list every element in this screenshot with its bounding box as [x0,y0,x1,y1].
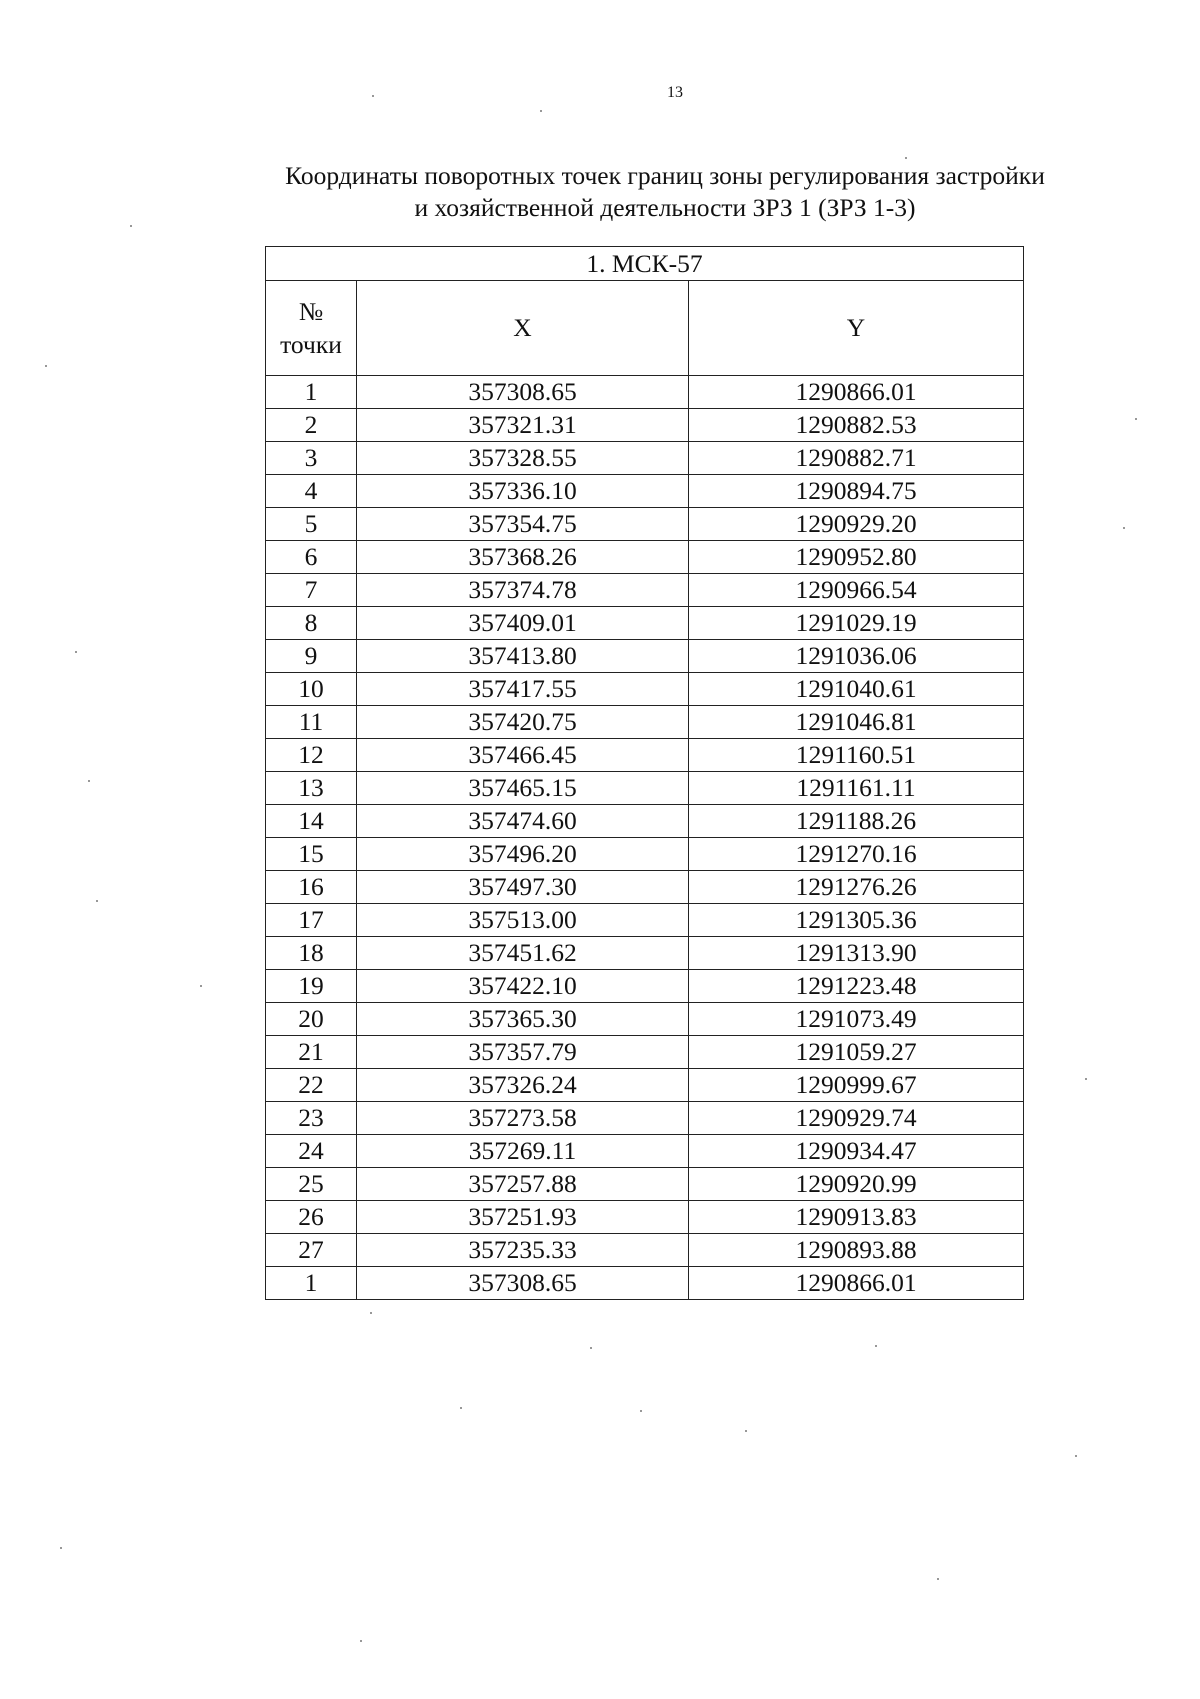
x-coordinate-cell: 357422.10 [357,970,689,1003]
y-coordinate-cell: 1290999.67 [689,1069,1024,1102]
y-coordinate-cell: 1290920.99 [689,1168,1024,1201]
table-row [266,1234,1024,1267]
point-number-cell: 10 [266,673,357,706]
table-row [266,640,1024,673]
point-number-cell: 17 [266,904,357,937]
y-coordinate-cell: 1290913.83 [689,1201,1024,1234]
title-line-1: Координаты поворотных точек границ зоны регулирования застройки [285,161,1045,190]
x-coordinate-cell: 357409.01 [357,607,689,640]
x-coordinate-cell: 357326.24 [357,1069,689,1102]
x-coordinate-cell: 357513.00 [357,904,689,937]
table-row [266,739,1024,772]
y-coordinate-cell: 1290866.01 [689,376,1024,409]
y-coordinate-cell: 1290882.71 [689,442,1024,475]
point-number-cell: 19 [266,970,357,1003]
y-coordinate-cell: 1290929.74 [689,1102,1024,1135]
x-coordinate-cell: 357451.62 [357,937,689,970]
y-coordinate-cell: 1291223.48 [689,970,1024,1003]
x-coordinate-cell: 357321.31 [357,409,689,442]
document-title [190,160,1140,224]
x-coordinate-cell: 357413.80 [357,640,689,673]
table-row [266,1267,1024,1300]
y-header: Y [689,281,1024,376]
point-number-cell: 20 [266,1003,357,1036]
x-coordinate-cell: 357235.33 [357,1234,689,1267]
y-coordinate-cell: 1291059.27 [689,1036,1024,1069]
point-number-cell: 16 [266,871,357,904]
x-coordinate-cell: 357273.58 [357,1102,689,1135]
table-row [266,1102,1024,1135]
x-coordinate-cell: 357368.26 [357,541,689,574]
point-number-cell: 15 [266,838,357,871]
table-row [266,871,1024,904]
x-coordinate-cell: 357269.11 [357,1135,689,1168]
y-coordinate-cell: 1291073.49 [689,1003,1024,1036]
table-row [266,1168,1024,1201]
point-number-cell: 1 [266,376,357,409]
point-number-cell: 5 [266,508,357,541]
x-coordinate-cell: 357420.75 [357,706,689,739]
point-number-header-line-2: точки [280,330,342,359]
point-number-cell: 26 [266,1201,357,1234]
table-row [266,574,1024,607]
point-number-cell: 2 [266,409,357,442]
table-row [266,409,1024,442]
point-number-cell: 25 [266,1168,357,1201]
table-row [266,607,1024,640]
point-number-cell: 8 [266,607,357,640]
y-coordinate-cell: 1290952.80 [689,541,1024,574]
x-coordinate-cell: 357496.20 [357,838,689,871]
x-coordinate-cell: 357308.65 [357,1267,689,1300]
point-number-cell: 21 [266,1036,357,1069]
y-coordinate-cell: 1291160.51 [689,739,1024,772]
table-row [266,1003,1024,1036]
point-number-cell: 3 [266,442,357,475]
table-row [266,475,1024,508]
point-number-cell: 23 [266,1102,357,1135]
table-row [266,442,1024,475]
y-coordinate-cell: 1290893.88 [689,1234,1024,1267]
table-row [266,838,1024,871]
x-coordinate-cell: 357465.15 [357,772,689,805]
point-number-cell: 7 [266,574,357,607]
table-row [266,1069,1024,1102]
y-coordinate-cell: 1290929.20 [689,508,1024,541]
point-number-cell: 12 [266,739,357,772]
x-coordinate-cell: 357257.88 [357,1168,689,1201]
y-coordinate-cell: 1291046.81 [689,706,1024,739]
point-number-cell: 14 [266,805,357,838]
table-row [266,772,1024,805]
x-coordinate-cell: 357308.65 [357,376,689,409]
page-number: 13 [667,84,683,101]
table-row [266,904,1024,937]
y-coordinate-cell: 1290866.01 [689,1267,1024,1300]
point-number-cell: 11 [266,706,357,739]
table-row [266,508,1024,541]
table-row [266,970,1024,1003]
point-number-cell: 6 [266,541,357,574]
table-row [266,805,1024,838]
table-row [266,673,1024,706]
coordinate-system-row [266,247,1024,281]
table-row [266,937,1024,970]
x-coordinate-cell: 357357.79 [357,1036,689,1069]
y-coordinate-cell: 1290894.75 [689,475,1024,508]
table-row [266,706,1024,739]
y-coordinate-cell: 1291040.61 [689,673,1024,706]
x-header: X [357,281,689,376]
x-coordinate-cell: 357328.55 [357,442,689,475]
y-coordinate-cell: 1290934.47 [689,1135,1024,1168]
y-coordinate-cell: 1291270.16 [689,838,1024,871]
y-coordinate-cell: 1291313.90 [689,937,1024,970]
coordinates-table [265,246,1024,1300]
coordinates-table-body [266,376,1024,1300]
y-coordinate-cell: 1291305.36 [689,904,1024,937]
x-coordinate-cell: 357354.75 [357,508,689,541]
column-header-row [266,281,1024,376]
table-row [266,541,1024,574]
x-coordinate-cell: 357374.78 [357,574,689,607]
y-coordinate-cell: 1291276.26 [689,871,1024,904]
table-row [266,1036,1024,1069]
point-number-cell: 1 [266,1267,357,1300]
point-number-cell: 24 [266,1135,357,1168]
point-number-header-line-1: № [298,297,324,326]
point-number-cell: 9 [266,640,357,673]
coordinate-system-header: 1. МСК-57 [266,247,1024,281]
point-number-cell: 4 [266,475,357,508]
x-coordinate-cell: 357497.30 [357,871,689,904]
point-number-header [266,281,357,376]
point-number-cell: 22 [266,1069,357,1102]
x-coordinate-cell: 357365.30 [357,1003,689,1036]
point-number-cell: 27 [266,1234,357,1267]
y-coordinate-cell: 1290966.54 [689,574,1024,607]
y-coordinate-cell: 1291161.11 [689,772,1024,805]
point-number-cell: 18 [266,937,357,970]
x-coordinate-cell: 357466.45 [357,739,689,772]
y-coordinate-cell: 1291188.26 [689,805,1024,838]
y-coordinate-cell: 1290882.53 [689,409,1024,442]
point-number-cell: 13 [266,772,357,805]
table-row [266,376,1024,409]
x-coordinate-cell: 357474.60 [357,805,689,838]
x-coordinate-cell: 357251.93 [357,1201,689,1234]
x-coordinate-cell: 357336.10 [357,475,689,508]
y-coordinate-cell: 1291029.19 [689,607,1024,640]
table-row [266,1135,1024,1168]
title-line-2: и хозяйственной деятельности ЗРЗ 1 (ЗРЗ 1-3) [414,193,916,222]
table-row [266,1201,1024,1234]
y-coordinate-cell: 1291036.06 [689,640,1024,673]
x-coordinate-cell: 357417.55 [357,673,689,706]
